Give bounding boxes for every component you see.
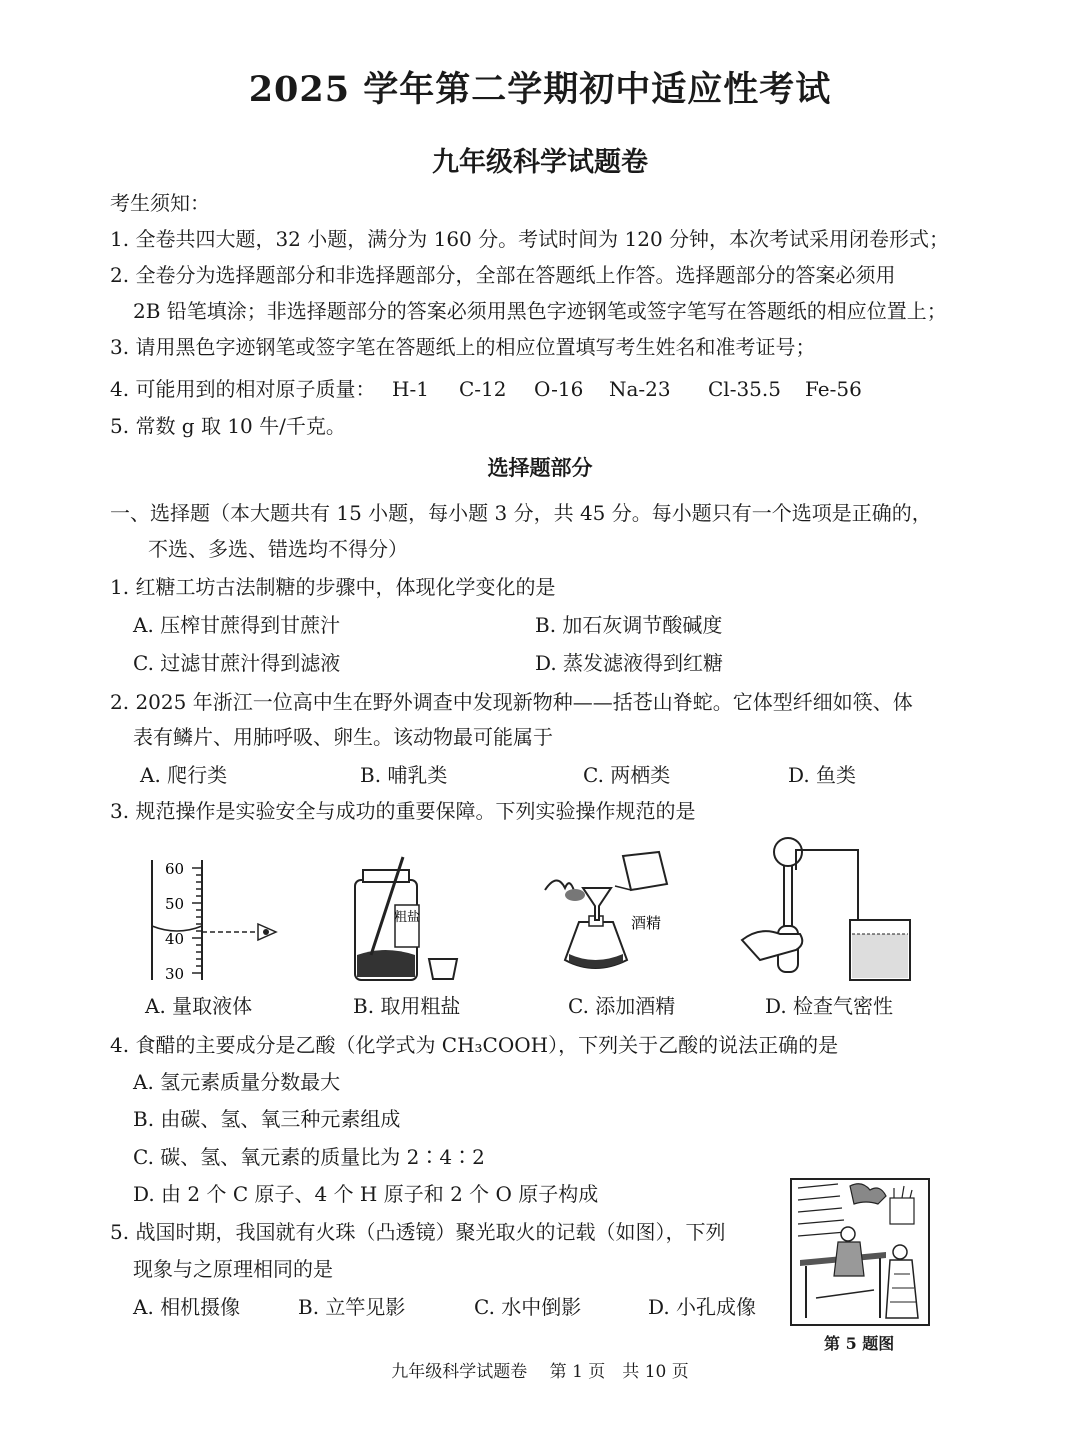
atomic-mass: O-16 — [534, 377, 584, 401]
q5-option-d: D. 小孔成像 — [648, 1295, 757, 1319]
notice-item: 1. 全卷共四大题，32 小题，满分为 160 分。考试时间为 120 分钟，本次考试采用闭卷形式； — [110, 227, 950, 251]
q2-option-a: A. 爬行类 — [140, 763, 228, 787]
notice-item: 2. 全卷分为选择题部分和非选择题部分，全部在答题纸上作答。选择题部分的答案必须用 — [110, 263, 896, 287]
q3-option-a: A. 量取液体 — [145, 994, 253, 1018]
reagent-jar-figure — [345, 855, 465, 985]
q4-option-a: A. 氢元素质量分数最大 — [133, 1070, 341, 1094]
section-intro: 不选、多选、错选均不得分） — [148, 537, 408, 561]
atomic-mass: Cl-35.5 — [708, 377, 781, 401]
atomic-mass: Na-23 — [609, 377, 671, 401]
cylinder-tick-label: 40 — [165, 930, 185, 948]
notice-item: 3. 请用黑色字迹钢笔或签字笔在答题纸上的相应位置填写考生姓名和准考证号； — [110, 335, 816, 359]
q2-stem: 表有鳞片、用肺呼吸、卵生。该动物最可能属于 — [133, 725, 553, 749]
notice-item: 2B 铅笔填涂；非选择题部分的答案必须用黑色字迹钢笔或签字笔写在答题纸的相应位置上； — [133, 299, 947, 323]
q5-option-b: B. 立竿见影 — [298, 1295, 406, 1319]
q3-option-c: C. 添加酒精 — [568, 994, 676, 1018]
q4-option-c: C. 碳、氢、氧元素的质量比为 2∶4∶2 — [133, 1145, 485, 1169]
q2-option-d: D. 鱼类 — [788, 763, 857, 787]
q4-option-b: B. 由碳、氢、氧三种元素组成 — [133, 1107, 401, 1131]
graduated-cylinder-figure — [130, 852, 290, 987]
q4-stem: 4. 食醋的主要成分是乙酸（化学式为 CH₃COOH），下列关于乙酸的说法正确的是 — [110, 1033, 839, 1057]
notice-heading: 考生须知： — [110, 191, 210, 215]
q4-option-d: D. 由 2 个 C 原子、4 个 H 原子和 2 个 O 原子构成 — [133, 1182, 599, 1206]
exam-subtitle: 九年级科学试题卷 — [432, 147, 648, 178]
section-title: 选择题部分 — [487, 455, 593, 480]
notice-item: 4. 可能用到的相对原子质量： — [110, 377, 376, 401]
atomic-mass: H-1 — [392, 377, 429, 401]
q1-option-d: D. 蒸发滤液得到红糖 — [535, 651, 724, 675]
q1-stem: 1. 红糖工坊古法制糖的步骤中，体现化学变化的是 — [110, 575, 556, 599]
q1-option-a: A. 压榨甘蔗得到甘蔗汁 — [133, 613, 341, 637]
q3-stem: 3. 规范操作是实验安全与成功的重要保障。下列实验操作规范的是 — [110, 799, 696, 823]
q5-stem: 5. 战国时期，我国就有火珠（凸透镜）聚光取火的记载（如图），下列 — [110, 1220, 726, 1244]
q3-option-d: D. 检查气密性 — [765, 994, 894, 1018]
airtightness-figure — [740, 830, 930, 985]
q2-stem: 2. 2025 年浙江一位高中生在野外调查中发现新物种——括苍山脊蛇。它体型纤细如筷、体 — [110, 690, 913, 714]
page-footer: 九年级科学试题卷 第 1 页 共 10 页 — [391, 1362, 689, 1382]
section-intro: 一、选择题（本大题共有 15 小题，每小题 3 分，共 45 分。每小题只有一个选项是正确的， — [110, 501, 932, 525]
q2-option-c: C. 两栖类 — [583, 763, 671, 787]
q1-option-c: C. 过滤甘蔗汁得到滤液 — [133, 651, 341, 675]
atomic-mass: Fe-56 — [805, 377, 862, 401]
lamp-label: 酒精 — [631, 914, 662, 932]
alcohol-lamp-figure — [535, 850, 695, 985]
cylinder-tick-label: 30 — [165, 965, 185, 983]
atomic-mass: C-12 — [459, 377, 507, 401]
notice-item: 5. 常数 g 取 10 牛/千克。 — [110, 414, 346, 438]
cylinder-tick-label: 60 — [165, 860, 185, 878]
jar-label: 粗盐 — [393, 910, 421, 925]
cylinder-tick-label: 50 — [165, 895, 185, 913]
q2-option-b: B. 哺乳类 — [360, 763, 448, 787]
q3-option-b: B. 取用粗盐 — [353, 994, 461, 1018]
q5-option-a: A. 相机摄像 — [133, 1295, 241, 1319]
q5-figure-caption: 第 5 题图 — [824, 1334, 895, 1353]
q1-option-b: B. 加石灰调节酸碱度 — [535, 613, 723, 637]
exam-title: 2025 学年第二学期初中适应性考试 — [248, 69, 832, 110]
q5-option-c: C. 水中倒影 — [474, 1295, 582, 1319]
q5-illustration — [790, 1178, 930, 1326]
q5-stem: 现象与之原理相同的是 — [133, 1257, 333, 1281]
